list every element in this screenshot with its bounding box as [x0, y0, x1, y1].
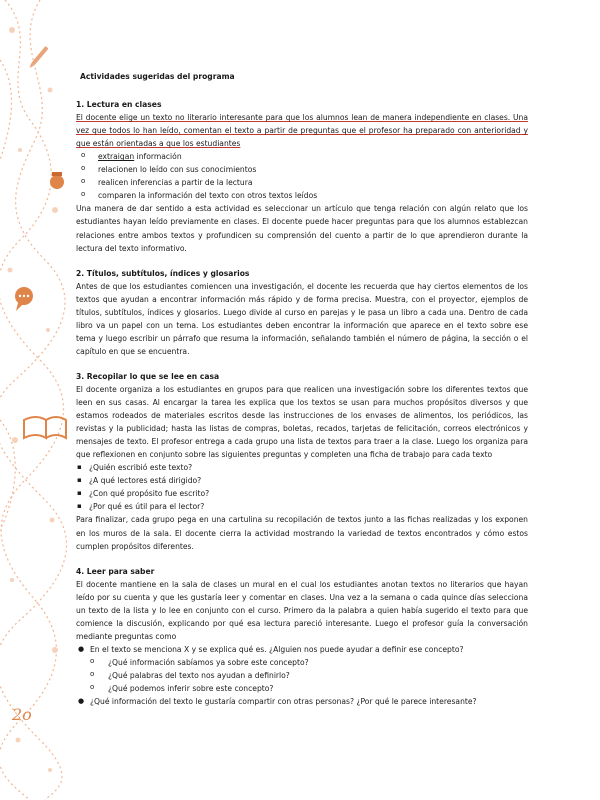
list-item: o ¿Qué palabras del texto nos ayudan a definirlo?: [76, 669, 528, 682]
section-4-list: [76, 643, 528, 656]
section-2-title: 2. Títulos, subtítulos, índices y glosarios: [76, 268, 250, 278]
section-3-title: 3. Recopilar lo que se lee en casa: [76, 371, 220, 381]
list-item: ● ¿Qué información del texto le gustaría compartir con otras personas? ¿Por qué le parece interesante?: [76, 695, 528, 708]
section-3-closing: Para finalizar, cada grupo pega en una cartulina su recopilación de textos junto a las fichas realizadas y los exponen en los muros de la sala. El docente cierra la actividad mostrando la variedad de textos encontrados y cómo estos cumplen propósitos diferentes.: [76, 515, 528, 551]
section-3-list: [76, 461, 528, 513]
section-1-title: 1. Lectura en clases: [76, 100, 162, 110]
document-body: [76, 70, 528, 708]
inkwell-icon: [50, 172, 64, 189]
section-1-list: [76, 150, 528, 202]
list-item: o ¿Qué podemos inferir sobre este concepto?: [76, 682, 528, 695]
speech-bubble-icon: [15, 287, 33, 311]
section-1-closing: Una manera de dar sentido a esta actividad es seleccionar un artículo que tenga relación con algún relato que los estudiantes hayan leído previamente en clases. El docente puede hacer preguntas para que los alumnos establezcan relaciones entre ambos textos y profundicen su comprensión del cuento a partir de lo que aprendieron durante la lectura del texto informativo.: [76, 204, 528, 253]
list-item: ▪ ¿Quién escribió este texto?: [76, 461, 528, 474]
list-item: o ¿Qué información sabíamos ya sobre este concepto?: [76, 656, 528, 669]
list-item: ▪ ¿Con qué propósito fue escrito?: [76, 487, 528, 500]
svg-text:2o: 2o: [12, 705, 32, 724]
list-item: ▪ ¿A qué lectores está dirigido?: [76, 474, 528, 487]
decorative-margin: [0, 0, 70, 800]
section-3-body: El docente organiza a los estudiantes en grupos para que realicen una investigación sobre los diferentes textos que leen en sus casas. Al encargar la tarea les explica que los textos se usan para muchos propósitos diversos y que estamos rodeados de materiales escritos desde las instrucciones de los envases de alimentos, los periódicos, las revistas y la publicidad; hasta las listas de compras, boletas, recados, tarjetas de felicitación, correos electrónicos y mensajes de texto. El profesor entrega a cada grupo una lista de textos para traer a la clase. Luego los organiza para que reflexionen en conjunto sobre las siguientes preguntas y completen una ficha de trabajo para cada texto: [76, 384, 528, 460]
section-4-list-2: [76, 695, 528, 708]
open-book-icon: [24, 417, 66, 438]
list-item: o realicen inferencias a partir de la lectura: [76, 176, 528, 189]
list-item: o comparen la información del texto con otros textos leídos: [76, 189, 528, 202]
section-4-title: 4. Leer para saber: [76, 566, 155, 576]
ornate-number-icon: [11, 705, 32, 724]
list-item: ● En el texto se menciona X y se explica qué es. ¿Alguien nos puede ayudar a definir ese concepto?: [76, 643, 528, 656]
document-title: Actividades sugeridas del programa: [80, 72, 235, 81]
section-4-body: El docente mantiene en la sala de clases un mural en el cual los estudiantes anotan textos no literarios que hayan leído por su cuenta y que les gustaría leer y comentar en clases. Una vez a la semana o cada quince días selecciona un texto de la lista y lo lee en conjunto con el curso. Primero da la palabra a quien había sugerido el texto para que comience la discusión, explicando por qué esa lectura pareció interesante. Luego el profesor guía la conversación mediante preguntas como: [76, 579, 528, 641]
section-2-body: Antes de que los estudiantes comiencen una investigación, el docente les recuerda que hay ciertos elementos de los textos que ayudan a encontrar información más rápido y de forma precisa. Muestra, con el proyector, ejemplos de títulos, subtítulos, índices y glosarios. Luego divide al curso en parejas y le pasa un libro a cada una. Dentro de cada libro va un papel con un tema. Los estudiantes deben encontrar la información que aparece en el texto sobre ese tema y luego escribir un párrafo que resuma la información, señalando también el número de página, la sección o el capítulo en que se encuentra.: [76, 281, 528, 356]
list-item: ▪ ¿Por qué es útil para el lector?: [76, 500, 528, 513]
section-4-sublist: [76, 656, 528, 695]
list-item: o relacionen lo leído con sus conocimientos: [76, 163, 528, 176]
section-1-intro: El docente elige un texto no literario interesante para que los alumnos lean de manera independiente en clases. Una vez que todos lo han leído, comentan el texto a partir de preguntas que el profesor ha preparado con anterioridad y que están orientadas a que los estudiantes: [76, 113, 528, 149]
list-item: o extraigan información: [76, 150, 528, 163]
